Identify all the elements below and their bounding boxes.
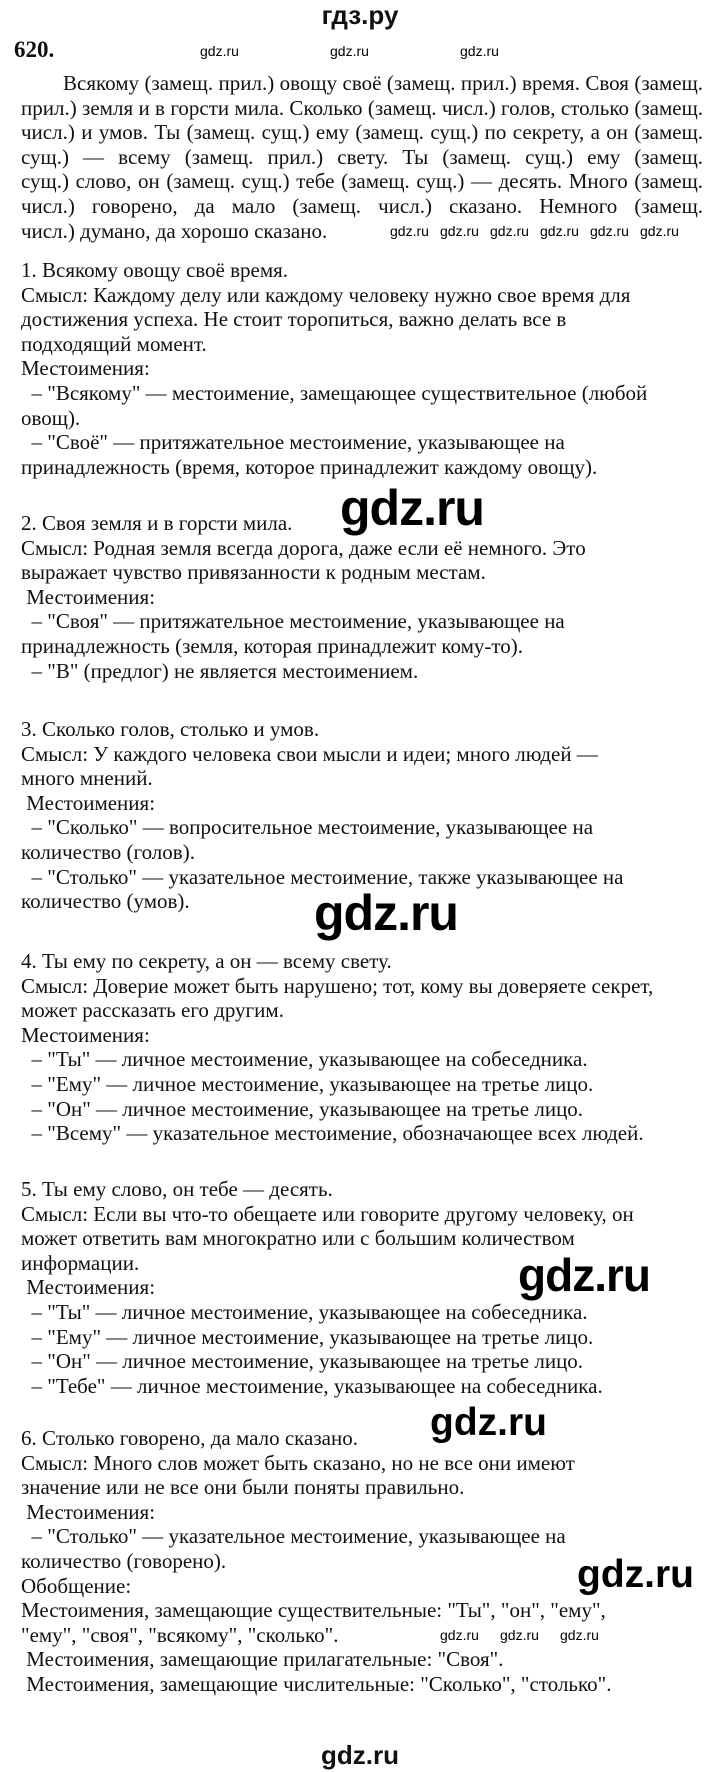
text-line: может ответить вам многократно или с большим количеством [21,1226,575,1251]
proverb-title: 3. Сколько голов, столько и умов. [21,717,320,741]
text-line: числ.) и умов. Ты (замещ. сущ.) ему (замещ. сущ.) по секрету, а он (замещ. [21,120,703,145]
text-line: – "Он" — личное местоимение, указывающее на третье лицо. [21,1349,584,1374]
text-line: – "Ему" — личное местоимение, указывающее на третье лицо. [21,1324,594,1349]
watermark: gdz.ru [490,223,529,239]
text-line: – "Он" — личное местоимение, указывающее на третье лицо. [21,1096,584,1121]
text-line: прил.) земля и в горсти мила. Сколько (замещ. числ.) голов, столько (замещ. [21,95,703,120]
text-line: достижения успеха. Не стоит торопиться, важно делать все в [21,307,567,332]
text-line: – "В" (предлог) не является местоимением. [21,658,419,683]
text-line: Местоимения: [21,1275,156,1300]
text-line: выражает чувство привязанности к родным местам. [21,560,486,585]
text-line: – "Тебе" — личное местоимение, указывающее на собеседника. [21,1373,603,1398]
text-line: Всякому (замещ. прил.) овощу своё (замещ. прил.) время. Своя (замещ. [63,71,703,95]
watermark-large: gdz.ru [340,480,484,536]
text-line: информации. [21,1250,140,1275]
text-line: количество (говорено). [21,1548,227,1573]
watermark: gdz.ru [200,43,239,59]
text-line: количество (голов). [21,839,195,864]
text-line: – "Сколько" — вопросительное местоимение, указывающее на [21,815,594,840]
text-line: количество (умов). [21,889,190,914]
text-line: – "Ты" — личное местоимение, указывающее на собеседника. [21,1299,588,1324]
text-line: Смысл: Если вы что-то обещаете или говорите другому человеку, он [21,1201,634,1226]
text-line: – "Всякому" — местоимение, замещающее существительное (любой [21,380,648,405]
proverb-section-1 [21,258,711,479]
text-line: принадлежность (земля, которая принадлежит кому-то). [21,633,524,658]
watermark-medium: gdz.ru [430,1401,547,1444]
text-line: – "Своя" — притяжательное местоимение, указывающее на [21,609,565,634]
text-line: Местоимения, замещающие прилагательные: "Своя". [21,1647,504,1672]
text-line: Местоимения: [21,790,156,815]
text-line: Смысл: Родная земля всегда дорога, даже если её немного. Это [21,535,586,560]
task-text [21,71,703,243]
text-line: Местоимения: [21,584,156,609]
text-line: Местоимения, замещающие существительные: "Ты", "он", "ему", [21,1598,606,1623]
text-line: – "Ты" — личное местоимение, указывающее на собеседника. [21,1047,588,1072]
text-line: сущ.) слово, он (замещ. сущ.) тебе (замещ. сущ.) — десять. Много (замещ. [21,169,703,194]
watermark-medium: gdz.ru [577,1553,694,1596]
text-line: принадлежность (время, которое принадлежит каждому овощу). [21,454,598,479]
watermark-large: gdz.ru [518,1249,650,1301]
text-line: – "Столько" — указательное местоимение, также указывающее на [21,864,624,889]
watermark: gdz.ru [640,223,679,239]
proverb-title: 4. Ты ему по секрету, а он — всему свету. [21,949,392,973]
text-line: может рассказать его другим. [21,998,284,1023]
text-line: подходящий момент. [21,331,207,356]
proverb-section-4 [21,949,711,1146]
watermark: gdz.ru [540,223,579,239]
text-line: сущ.) — всему (замещ. прил.) свету. Ты (замещ. сущ.) ему (замещ. [21,144,703,169]
text-line: Смысл: Много слов может быть сказано, но не все они имеют [21,1450,575,1475]
watermark-large: gdz.ru [314,885,458,941]
text-line: Местоимения: [21,1022,150,1047]
text-line: овощ). [21,405,81,430]
watermark: gdz.ru [560,1627,599,1643]
watermark: gdz.ru [590,223,629,239]
text-line: Обобщение: [21,1573,132,1598]
text-line: Смысл: Доверие может быть нарушено; тот, кому вы доверяете секрет, [21,973,654,998]
proverb-title: 5. Ты ему слово, он тебе — десять. [21,1177,333,1201]
watermark: gdz.ru [330,43,369,59]
proverb-section-2 [21,511,711,683]
text-line: много мнений. [21,766,153,791]
proverb-title: 1. Всякому овощу своё время. [21,258,289,282]
text-line: Смысл: У каждого человека свои мысли и идеи; много людей — [21,741,598,766]
text-line: Местоимения: [21,356,150,381]
text-line: значение или не все они были поняты правильно. [21,1475,465,1500]
text-line: – "Своё" — притяжательное местоимение, указывающее на [21,430,565,455]
task-number: 620. [14,37,55,62]
text-line: числ.) говорено, да мало (замещ. числ.) сказано. Немного (замещ. [21,193,703,218]
proverb-title: 6. Столько говорено, да мало сказано. [21,1426,358,1450]
text-line: Местоимения: [21,1499,156,1524]
watermark: gdz.ru [460,43,499,59]
text-line: – "Всему" — указательное местоимение, обозначающее всех людей. [21,1121,644,1146]
site-title: гдз.ру [321,0,399,30]
watermark: gdz.ru [440,1627,479,1643]
watermark: gdz.ru [440,223,479,239]
text-line: Смысл: Каждому делу или каждому человеку нужно свое время для [21,282,631,307]
text-line: – "Столько" — указательное местоимение, указывающее на [21,1524,566,1549]
text-line: Местоимения, замещающие числительные: "Сколько", "столько". [21,1671,612,1696]
text-line: числ.) думано, да хорошо сказано. [21,218,328,243]
footer-watermark: gdz.ru [321,1740,399,1770]
watermark: gdz.ru [390,223,429,239]
proverb-title: 2. Своя земля и в горсти мила. [21,511,293,535]
text-line: "ему", "своя", "всякому", "сколько". [21,1622,339,1647]
text-line: – "Ему" — личное местоимение, указывающее на третье лицо. [21,1071,594,1096]
watermark: gdz.ru [500,1627,539,1643]
